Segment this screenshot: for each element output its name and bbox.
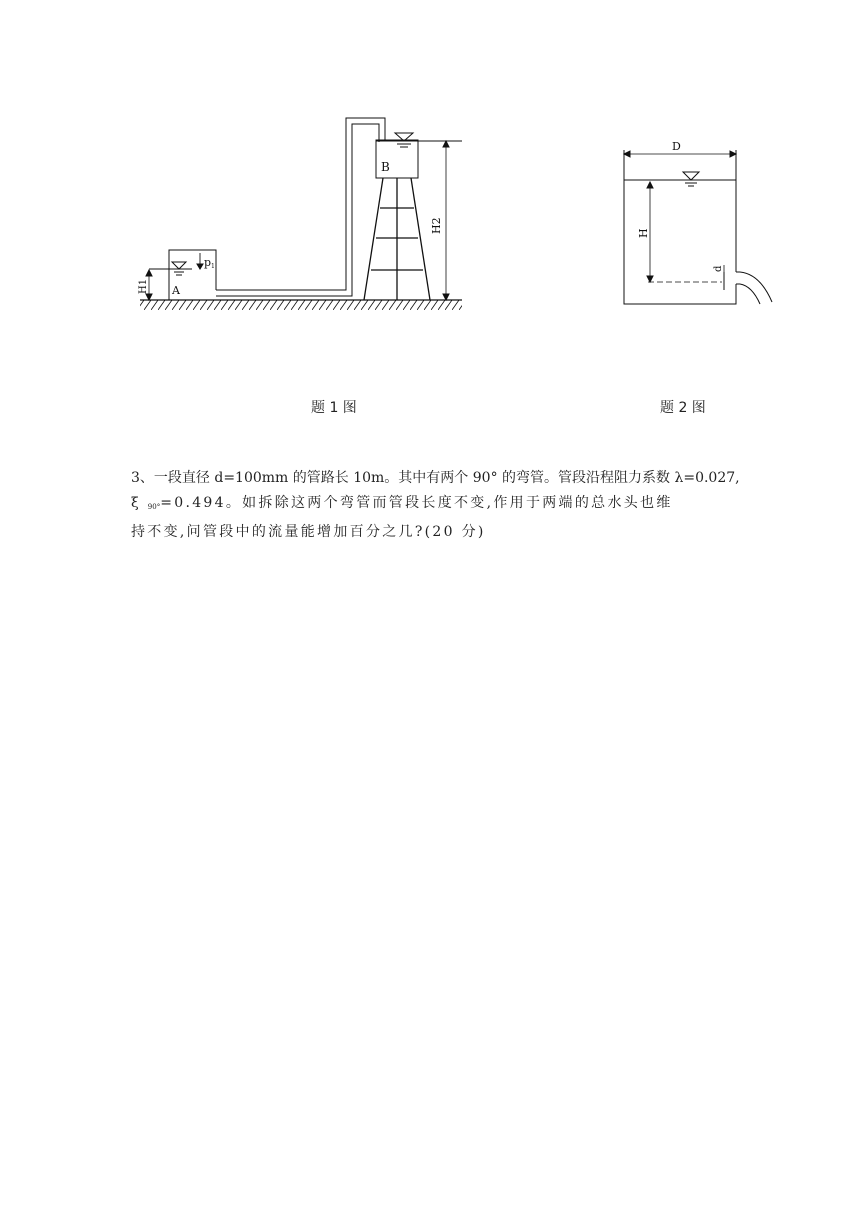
figure-2-caption: 题 2 图 xyxy=(660,400,706,416)
h1-label: H1 xyxy=(138,278,149,294)
figure-1-diagram xyxy=(130,110,470,325)
pressure-arrow xyxy=(197,253,203,269)
tank-width-label: D xyxy=(672,140,681,153)
water-tower xyxy=(364,178,430,300)
water-level-symbol xyxy=(683,172,699,186)
xi-subscript: 90° xyxy=(147,503,161,511)
ground-hatch xyxy=(140,300,462,310)
problem-3-line-3: 持不变,问管段中的流量能增加百分之几?(20 分) xyxy=(131,524,486,540)
tank-outline xyxy=(624,150,736,304)
problem-3-line-2 xyxy=(131,491,741,520)
pressure-subscript: 1 xyxy=(211,263,215,270)
orifice-diameter-label: d xyxy=(713,265,724,272)
pressure-label: p xyxy=(204,256,212,269)
tank-b-label: B xyxy=(381,160,390,174)
problem-3-line-2-text: =0.494。如拆除这两个弯管而管段长度不变,作用于两端的总水头也维 xyxy=(160,495,673,511)
problem-3 xyxy=(131,466,741,545)
reservoir-a-label: A xyxy=(172,284,180,297)
pipe xyxy=(216,118,385,296)
figure-2-diagram xyxy=(610,130,780,315)
head-label: H xyxy=(637,228,650,238)
head-dimension xyxy=(647,182,722,282)
problem-3-line-1: 3、一段直径 d=100mm 的管路长 10m。其中有两个 90° 的弯管。管段沿程阻力系数 λ=0.027, xyxy=(131,470,740,486)
h2-label: H2 xyxy=(430,217,443,234)
h2-dimension xyxy=(443,141,449,300)
xi-symbol: ξ xyxy=(131,495,142,511)
orifice-jet xyxy=(724,272,772,304)
figure-1-caption: 题 1 图 xyxy=(311,400,357,416)
